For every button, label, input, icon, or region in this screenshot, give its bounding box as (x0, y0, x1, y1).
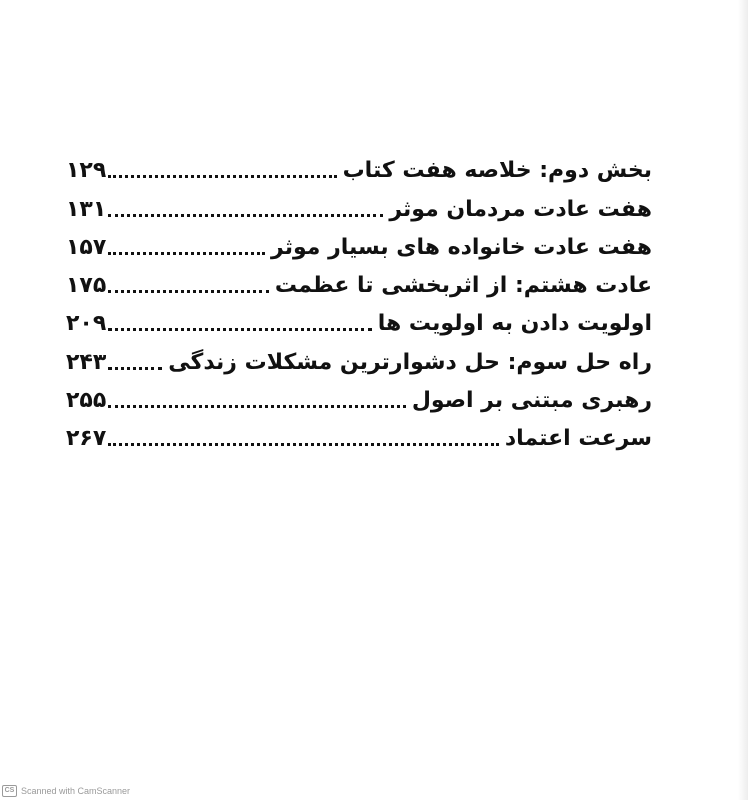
toc-entry-page: ۲۴۳ (66, 349, 107, 375)
toc-dot-leader (108, 252, 265, 255)
toc-dot-leader (108, 328, 371, 331)
toc-dot-leader (108, 405, 406, 408)
toc-entry-title: هفت عادت مردمان موثر (389, 196, 652, 222)
toc-entry-title: اولویت دادن به اولویت ها (377, 311, 652, 337)
toc-entry-title: راه حل سوم: حل دشوارترین مشکلات زندگی (168, 349, 652, 375)
toc-entry (66, 339, 652, 377)
camscanner-logo-icon: CS (2, 785, 17, 797)
toc-entry-page: ۱۵۷ (66, 234, 107, 260)
scanner-watermark (2, 785, 130, 797)
toc-dot-leader (108, 443, 499, 446)
toc-entry-page: ۲۶۷ (66, 426, 107, 452)
toc-entry-page: ۱۲۹ (66, 158, 107, 184)
toc-entry (66, 378, 652, 416)
toc-entry-title: بخش دوم: خلاصه هفت کتاب (342, 158, 652, 184)
toc-entry-title: عادت هشتم: از اثربخشی تا عظمت (274, 273, 652, 299)
toc-entry (66, 186, 652, 224)
toc-entry-title: سرعت اعتماد (504, 426, 652, 452)
toc-entry-page: ۱۷۵ (66, 273, 107, 299)
toc-entry (66, 301, 652, 339)
toc-dot-leader (108, 367, 162, 370)
toc-entry (66, 263, 652, 301)
page-edge-shadow (738, 0, 748, 800)
toc-entry-title: هفت عادت خانواده های بسیار موثر (271, 234, 652, 260)
toc-entry-page: ۲۵۵ (66, 388, 107, 414)
toc-entry-page: ۱۳۱ (66, 196, 107, 222)
toc-entry (66, 416, 652, 454)
watermark-text: Scanned with CamScanner (21, 786, 131, 796)
toc-dot-leader (108, 175, 336, 178)
toc-entry (66, 225, 652, 263)
toc-dot-leader (108, 214, 383, 217)
table-of-contents (66, 148, 652, 454)
toc-dot-leader (108, 290, 269, 293)
toc-entry (66, 148, 652, 186)
toc-entry-page: ۲۰۹ (66, 311, 107, 337)
toc-entry-title: رهبری مبتنی بر اصول (411, 388, 652, 414)
